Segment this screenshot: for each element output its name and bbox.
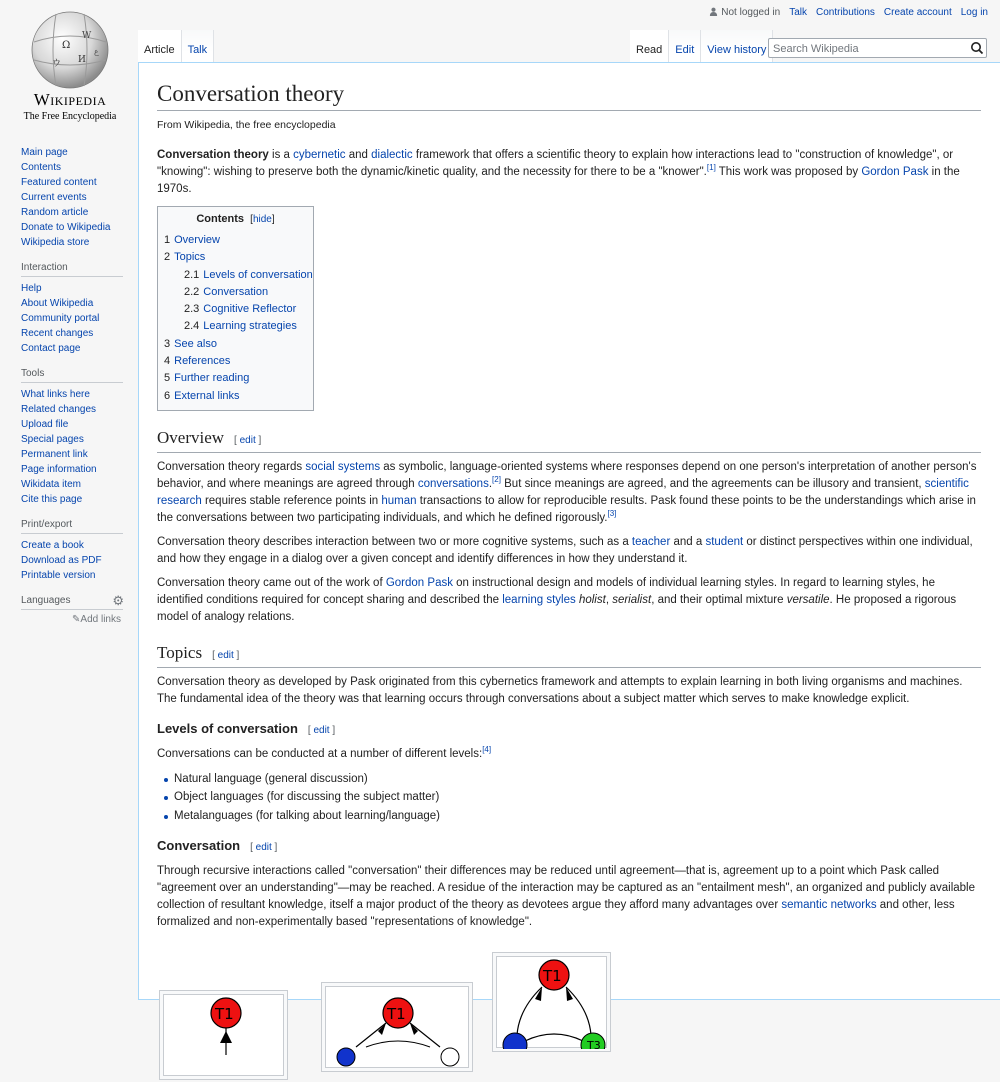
section-heading-levels: Levels of conversation [ edit ] [157, 720, 336, 736]
italic-term: serialist [612, 593, 652, 606]
reference-link[interactable]: [1] [706, 163, 716, 173]
link-human[interactable]: human [381, 494, 417, 507]
text: requires stable reference points in [201, 494, 382, 507]
text: framework that offers a scientific theory to explain how interactions lead to "construction of knowledge", or "knowing": wishing to preserve both the dynamic/kinetic quality, and the necessity for there to be a "knower". [157, 149, 954, 178]
search-icon[interactable] [970, 41, 984, 55]
sidebar-link[interactable]: Cite this page [21, 494, 83, 505]
toc-item[interactable] [164, 370, 307, 387]
toc-number: 3 [164, 337, 171, 350]
italic-term: holist [578, 593, 606, 606]
toc-link[interactable]: Overview [174, 234, 220, 246]
toc-item[interactable] [164, 318, 307, 335]
link-scientific-research[interactable]: scientific research [157, 477, 969, 507]
list-item: Natural language (general discussion) [174, 770, 981, 789]
sidebar-link[interactable]: Donate to Wikipedia [21, 222, 111, 233]
text: . He proposed a rigorous model of analogy relations. [157, 593, 957, 623]
topics-paragraph: Conversation theory as developed by Pask originated from this cybernetics framework and attempts to explain learning in both living organisms and machines. The fundamental idea of the theory was that learning occurs through conversations about a subject matter which serves to make knowledge explicit. [157, 675, 963, 705]
text: as symbolic, language-oriented systems where responses depend on one person's interpretation of another person's behavior, and where meanings are agreed through [157, 460, 977, 490]
overview-paragraph-1: Conversation theory regards social systems as symbolic, language-oriented systems where responses depend on one person's interpretation of another person's behavior, and where meanings are agreed through conversations.[2] But since meanings are agreed, and the agreements can be illusory and transient, scientific research requires stable reference points in human transactions to allow for reproducible results. Pask found these points to be the understandings which arise in the conversations between two participating individuals, and which he defined rigorously.[3] [157, 460, 977, 524]
toc-number: 2.1 [184, 268, 200, 281]
sidebar-item-printable-version[interactable] [21, 568, 126, 583]
personal-tools [709, 7, 988, 18]
text: is a [268, 149, 294, 161]
sidebar-link[interactable]: Special pages [21, 434, 84, 445]
logo-tagline: The Free Encyclopedia [23, 111, 117, 122]
sidebar-item-upload-file[interactable] [21, 417, 126, 432]
toc-number: 6 [164, 389, 171, 402]
text: and other, less formalized and non-experimentally based "representations of knowledge". [157, 899, 955, 929]
svg-text:И: И [78, 55, 86, 65]
list-item: Metalanguages (for talking about learning/language) [174, 807, 981, 826]
text: on instructional design and models of individual learning styles. In regard to learning styles, he identified conditions required for concept sharing and described the [157, 576, 935, 606]
heading-text: Overview [157, 427, 225, 447]
sidebar-item-special-pages[interactable] [21, 432, 126, 447]
toc-heading: Contents [196, 213, 245, 225]
edit-section-link[interactable]: edit [239, 434, 256, 446]
list-item: Object languages (for discussing the subject matter) [174, 788, 981, 807]
toc-item[interactable] [164, 232, 307, 249]
toc-link[interactable]: Learning strategies [203, 320, 297, 333]
sidebar-portal-print [21, 519, 126, 583]
reference-link[interactable]: [2] [492, 475, 501, 485]
search-input[interactable] [769, 40, 959, 58]
text: in the 1970s. [157, 166, 960, 195]
text: But since meanings are agreed, and the agreements can be illusory and transient, [500, 477, 925, 490]
toc-link[interactable]: See also [174, 337, 217, 350]
link-student[interactable]: student [705, 535, 744, 548]
toc-link[interactable]: Levels of conversation [203, 268, 313, 281]
toc-item[interactable] [164, 336, 307, 353]
figure-thumbnail[interactable] [321, 982, 473, 1072]
sidebar-link[interactable]: Page information [21, 464, 97, 475]
sidebar-item-related-changes[interactable] [21, 402, 126, 417]
puzzle-globe-icon [12, 8, 128, 92]
svg-text:ع: ع [94, 47, 99, 56]
text: Through recursive interactions called "conversation" their differences may be reduced until agreement—that is, agreement up to a point which Pask called "agreement over an understanding"—may be reached. A residue of the interaction may be captured as an "entailment mesh", an organized and publicly available collection of resultant knowledge, itself a major product of the theory as devotees argue they afford many advantages over [157, 865, 975, 912]
toc-link[interactable]: Conversation [203, 285, 269, 298]
toc-item[interactable] [164, 284, 307, 301]
gear-icon[interactable]: ⚙ [112, 593, 124, 608]
levels-intro [157, 746, 981, 763]
portal-heading-print: Print/export [21, 519, 123, 534]
section-heading-overview: Overview [ edit ] [157, 427, 981, 453]
figure-thumbnail[interactable] [159, 990, 288, 1080]
sidebar-item-community-portal[interactable] [21, 311, 126, 326]
sidebar-item-current-events[interactable] [21, 190, 126, 205]
sidebar-item-contents[interactable] [21, 160, 126, 175]
sidebar-item-recent-changes[interactable] [21, 326, 126, 341]
text: Conversation theory regards [157, 460, 306, 473]
bold-term: Conversation theory [157, 149, 269, 161]
toc-link[interactable]: References [174, 355, 231, 368]
figure-thumbnail[interactable] [492, 952, 611, 1052]
heading-text: Topics [157, 642, 203, 662]
link-learning-styles[interactable]: learning styles [502, 593, 576, 606]
italic-term: versatile [786, 593, 830, 606]
view-tabs [630, 30, 773, 62]
text: Conversation theory came out of the work of [157, 576, 386, 589]
logo-wordmark-text: Wikipedia [33, 90, 107, 109]
toc-item[interactable] [164, 301, 307, 318]
toc-number: 2.3 [184, 303, 200, 316]
sidebar-link[interactable]: Upload file [21, 419, 69, 430]
levels-list [157, 770, 981, 826]
portal-heading-interaction: Interaction [21, 262, 123, 277]
toc-link[interactable]: Topics [174, 251, 206, 264]
sidebar-portal-interaction [21, 262, 126, 356]
sidebar-link[interactable]: Permanent link [21, 449, 88, 460]
sidebar-link[interactable]: Main page [21, 147, 68, 158]
toc-item[interactable] [164, 249, 307, 266]
sidebar-portal-tools [21, 368, 126, 507]
conversation-diagram-image [164, 995, 285, 1077]
overview-paragraph-3 [157, 575, 981, 626]
sidebar-item-main-page[interactable] [21, 145, 126, 160]
link-conversations[interactable]: conversations [417, 477, 489, 490]
svg-text:ウ: ウ [52, 59, 62, 69]
link-gordon-pask[interactable]: Gordon Pask [385, 576, 453, 589]
log-in-link[interactable]: Log in [960, 7, 988, 18]
logo-wordmark [12, 90, 128, 110]
portal-heading-tools: Tools [21, 368, 123, 383]
text: and [345, 149, 372, 161]
reference-link[interactable]: [4] [482, 745, 492, 755]
create-account-link[interactable]: Create account [883, 7, 952, 18]
sidebar-link[interactable]: Create a book [21, 540, 84, 551]
toc-link[interactable]: Further reading [174, 372, 250, 385]
svg-text:Ω: Ω [62, 40, 71, 51]
table-of-contents [157, 206, 314, 411]
sidebar-link[interactable]: Help [21, 283, 42, 294]
sidebar-link[interactable]: Recent changes [21, 328, 94, 339]
sidebar-item-download-pdf[interactable] [21, 553, 126, 568]
pencil-icon: ✎ [72, 614, 81, 625]
sidebar-item-help[interactable] [21, 281, 126, 296]
heading-text: Levels of conversation [157, 720, 298, 736]
toc-number: 1 [164, 234, 171, 246]
toc-item[interactable] [164, 267, 313, 284]
toc-hide-toggle[interactable]: hide [252, 214, 272, 225]
node-label: T3 [587, 1039, 601, 1050]
sidebar-item-what-links-here[interactable] [21, 387, 126, 402]
toc-number: 2 [164, 251, 171, 264]
sidebar-portal-languages [21, 595, 126, 625]
sidebar-item-about[interactable] [21, 296, 126, 311]
section-heading-topics: Topics [ edit ] [157, 642, 981, 668]
sidebar-link[interactable]: Wikidata item [21, 479, 82, 490]
sidebar-link[interactable]: Printable version [21, 570, 96, 581]
text: , and their optimal mixture [651, 593, 787, 606]
toc-link[interactable]: Cognitive Reflector [203, 303, 297, 316]
sidebar-item-contact-page[interactable] [21, 341, 126, 356]
sidebar-link[interactable]: Community portal [21, 313, 100, 324]
sidebar-item-page-information[interactable] [21, 462, 126, 477]
toc-number: 5 [164, 372, 171, 385]
tab-article[interactable]: Article [138, 30, 182, 62]
tab-talk[interactable]: Talk [182, 30, 215, 62]
search-box [768, 38, 987, 58]
sidebar-link[interactable]: Contact page [21, 343, 81, 354]
text: This work was proposed by [715, 166, 862, 178]
text: Conversations can be conducted at a number of different levels: [157, 747, 483, 760]
node-label: T1 [215, 1005, 234, 1024]
link-semantic-networks[interactable]: semantic networks [781, 899, 877, 912]
text: and a [670, 535, 706, 548]
sidebar-link[interactable]: Related changes [21, 404, 97, 415]
sidebar-link[interactable]: Current events [21, 192, 87, 203]
sidebar-link[interactable]: Featured content [21, 177, 97, 188]
edit-section-link[interactable]: edit [217, 649, 234, 661]
section-heading-conversation: Conversation [ edit ] [157, 838, 278, 854]
link-social-systems[interactable]: social systems [305, 460, 381, 473]
add-links-label: Add links [80, 614, 121, 625]
toc-number: 2.2 [184, 285, 200, 298]
tab-edit[interactable]: Edit [669, 30, 701, 62]
conversation-diagram-image [497, 957, 608, 1049]
sidebar-item-donate[interactable] [21, 220, 126, 235]
toc-number: 4 [164, 355, 171, 368]
toc-title: Contents [hide] [196, 213, 275, 225]
sidebar-item-store[interactable] [21, 235, 126, 250]
sidebar-item-random-article[interactable] [21, 205, 126, 220]
edit-section-link[interactable]: edit [313, 724, 330, 736]
sidebar-link[interactable]: About Wikipedia [21, 298, 94, 309]
sidebar-item-wikidata-item[interactable] [21, 477, 126, 492]
sidebar-link[interactable]: What links here [21, 389, 90, 400]
figure-gallery [157, 943, 981, 1063]
link-dialectic[interactable]: dialectic [371, 149, 413, 161]
node-label: T1 [387, 1005, 406, 1024]
text: or distinct perspectives within one individual, and how they engage in a dialog over a given concept and identify differences in how they understand it. [157, 535, 973, 565]
sidebar-link[interactable]: Contents [21, 162, 62, 173]
svg-text:W: W [82, 31, 92, 41]
text: transactions to allow for reproducible results. Pask found these points to be the understandings which arise in the conversations between two participating individuals, and which he defined rigorously. [157, 494, 976, 524]
edit-section-link[interactable]: edit [255, 842, 272, 854]
portal-heading-languages: Languages [21, 595, 123, 610]
sidebar-link[interactable]: Download as PDF [21, 555, 102, 566]
conversation-paragraph [157, 863, 981, 931]
wikipedia-logo[interactable] [12, 8, 128, 126]
not-logged-in-label: Not logged in [721, 7, 781, 18]
sidebar-item-cite-this-page[interactable] [21, 492, 126, 507]
sidebar-link[interactable]: Random article [21, 207, 89, 218]
sidebar-link[interactable]: Wikipedia store [21, 237, 90, 248]
link-cybernetic[interactable]: cybernetic [293, 149, 346, 161]
node-label: T1 [543, 967, 562, 986]
namespace-tabs [138, 30, 214, 62]
main-content [138, 62, 1000, 1050]
tab-view-history[interactable]: View history [701, 30, 773, 62]
text: Conversation theory describes interaction between two or more cognitive systems, such as a [157, 535, 632, 548]
sidebar [21, 145, 126, 625]
toc-number: 2.4 [184, 320, 200, 333]
sidebar-item-create-book[interactable] [21, 538, 126, 553]
user-icon [709, 7, 718, 16]
talk-link[interactable]: Talk [789, 7, 807, 18]
overview-paragraph-2 [157, 534, 981, 568]
sidebar-item-featured-content[interactable] [21, 175, 126, 190]
toc-item[interactable] [164, 353, 307, 370]
heading-text: Conversation [157, 838, 241, 854]
page-title: Conversation theory [157, 79, 981, 111]
sidebar-navigation [21, 145, 126, 250]
link-gordon-pask[interactable]: Gordon Pask [861, 166, 929, 178]
tab-read[interactable]: Read [630, 30, 669, 62]
text: , [605, 593, 613, 606]
add-links-link[interactable] [21, 614, 121, 625]
site-subtitle: From Wikipedia, the free encyclopedia [157, 119, 336, 131]
intro-paragraph [157, 147, 981, 198]
not-logged-in [709, 7, 780, 18]
toc-link[interactable]: External links [174, 389, 240, 402]
contributions-link[interactable]: Contributions [816, 7, 875, 18]
reference-link[interactable]: [3] [607, 509, 617, 519]
sidebar-item-permanent-link[interactable] [21, 447, 126, 462]
link-teacher[interactable]: teacher [631, 535, 671, 548]
toc-item[interactable] [164, 388, 307, 405]
